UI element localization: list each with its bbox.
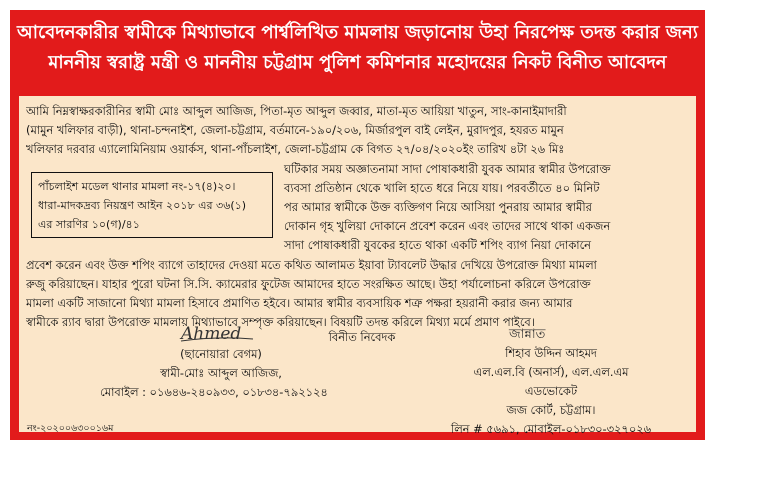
body-line: সাদা পোষাকধারী যুবকের হাতে থাকা একটি শপিং ব্যাগ নিয়া দোকানে [284, 238, 591, 253]
lawyer-contact: লিন # ৫৬৯১, মোবাইল-০১৮৩০-৩২৭০২৬ [450, 422, 652, 436]
body-line: দোকান গৃহ খুলিয়া দোকানে প্রবেশ করেন এবং তাদের সাথে থাকা একজন [284, 219, 611, 234]
reference-number: নং-২০২০০৬৩০০১৬ম [27, 423, 114, 434]
body-line: আমি নিম্নস্বাক্ষরকারীনির স্বামী মোঃ আব্দুল আজিজ, পিতা-মৃত আব্দুল জব্বার, মাতা-মৃত আয়িয়া খাতুন, সাং-কানাইমাদারী [26, 104, 567, 118]
lawyer-signature-block [421, 324, 681, 439]
applicant-relation: স্বামী-মোঃ আব্দুল আজিজ, [160, 366, 282, 380]
applicant-name: (ছানোয়ারা বেগম) [180, 347, 262, 361]
body-line: (মামুন খলিফার বাড়ী), থানা-চন্দনাইশ, জেলা-চট্টগ্রাম, বর্তমানে-১৯০/২০৬, মির্জারপুল বাই লেইন, মুরাদপুর, হযরত মামুন [26, 123, 564, 138]
headline [10, 10, 705, 90]
body-line: ঘটিকার সময় অজ্ঞাতনামা সাদা পোষাকধারী যুবক আমার স্বামীর উপরোক্ত [284, 161, 611, 176]
advertisement-frame [10, 10, 705, 440]
applicant-mobile: মোবাইল : ০১৬৪৬-২৪০৯৩৩, ০১৮৩৪-৭৯২১২৪ [100, 385, 328, 399]
svg-text:জান্নাত: জান্নাত [509, 327, 546, 342]
case-schedule: এর সারণির ১০(গ)/৪১ [38, 218, 140, 231]
headline-line-2: মাননীয় স্বরাষ্ট্র মন্ত্রী ও মাননীয় চট্টগ্রাম পুলিশ কমিশনার মহোদয়ের নিকট বিনীত আবেদন [48, 52, 667, 73]
headline-line-1: আবেদনকারীর স্বামীকে মিথ্যাভাবে পার্শ্বলিখিত মামলায় জড়ানোয় উহা নিরপেক্ষ তদন্ত করার জন্য [17, 22, 698, 43]
svg-text:Ahmed: Ahmed [181, 324, 242, 344]
content-panel [19, 96, 696, 436]
lawyer-degree: এল.এল.বি (অনার্স), এল.এল.এম [473, 365, 629, 379]
applicant-mobile-block [74, 383, 354, 402]
body-line: স্বামীকে র‍্যাব দ্বারা উপরোক্ত মামলায় মিথ্যাভাবে সম্পৃক্ত করিয়াছেন। বিষয়টি তদন্ত করিলে মিথ্যা মর্মে প্রমাণ পাইবে। [26, 315, 535, 330]
case-reference-box [31, 172, 273, 238]
body-line: রুজু করিয়াছেন। যাহার পুরো ঘটনা সি.সি. ক্যামেরার ফুটেজ আমাদের হাতে সংরক্ষিত আছে। উহা পর্যালোচনা করিলে উপরোক্ত [26, 276, 591, 291]
body-line: মামলা একটি সাজানো মিথ্যা মামলা হিসাবে প্রমাণিত হইবে। আমার স্বামীর ব্যবসায়িক শত্রু পক্ষরা হয়রানী করার জন্য আমার [26, 296, 573, 311]
case-number: পাঁচলাইশ মডেল থানার মামলা নং-১৭(৪)২০। [38, 180, 236, 193]
body-line: খলিফার দরবার এ্যালোমিনিয়াম ওয়ার্কস, থানা-পাঁচলাইশ, জেলা-চট্টগ্রাম কে বিগত ২৭/০৪/২০২০ইং তারিখ ৪টা ২৬ মিঃ [26, 142, 565, 157]
closing-block [307, 328, 417, 347]
applicant-signature-icon [179, 322, 255, 344]
applicant-signature-block [121, 324, 321, 383]
case-section: ধারা-মাদকদ্রব্য নিয়ন্ত্রণ আইন ২০১৮ এর ৩৬(১) [38, 199, 247, 212]
lawyer-title: এডভোকেট [524, 384, 578, 398]
closing-text: বিনীত নিবেদক [328, 330, 396, 344]
lawyer-signature-icon [505, 322, 585, 344]
body-line: প্রবেশ করেন এবং উক্ত শপিং ব্যাগে তাহাদের দেওয়া মতে কথিত আলামত ইয়াবা ট্যাবলেট উদ্ধার দেখিয়ে উপরোক্ত মিথ্যা মামলা [26, 257, 597, 272]
body-line: ব্যবসা প্রতিষ্ঠান থেকে খালি হাতে ধরে নিয়ে যায়। পরবর্তীতে ৪০ মিনিট [284, 180, 600, 195]
lawyer-name: শিহাব উদ্দিন আহমদ [505, 346, 597, 360]
lawyer-court: জজ কোর্ট, চট্টগ্রাম। [506, 403, 596, 417]
body-line: পর আমার স্বামীকে উক্ত ব্যক্তিগণ নিয়ে আসিয়া পুনরায় আমার স্বামীর [284, 200, 592, 215]
